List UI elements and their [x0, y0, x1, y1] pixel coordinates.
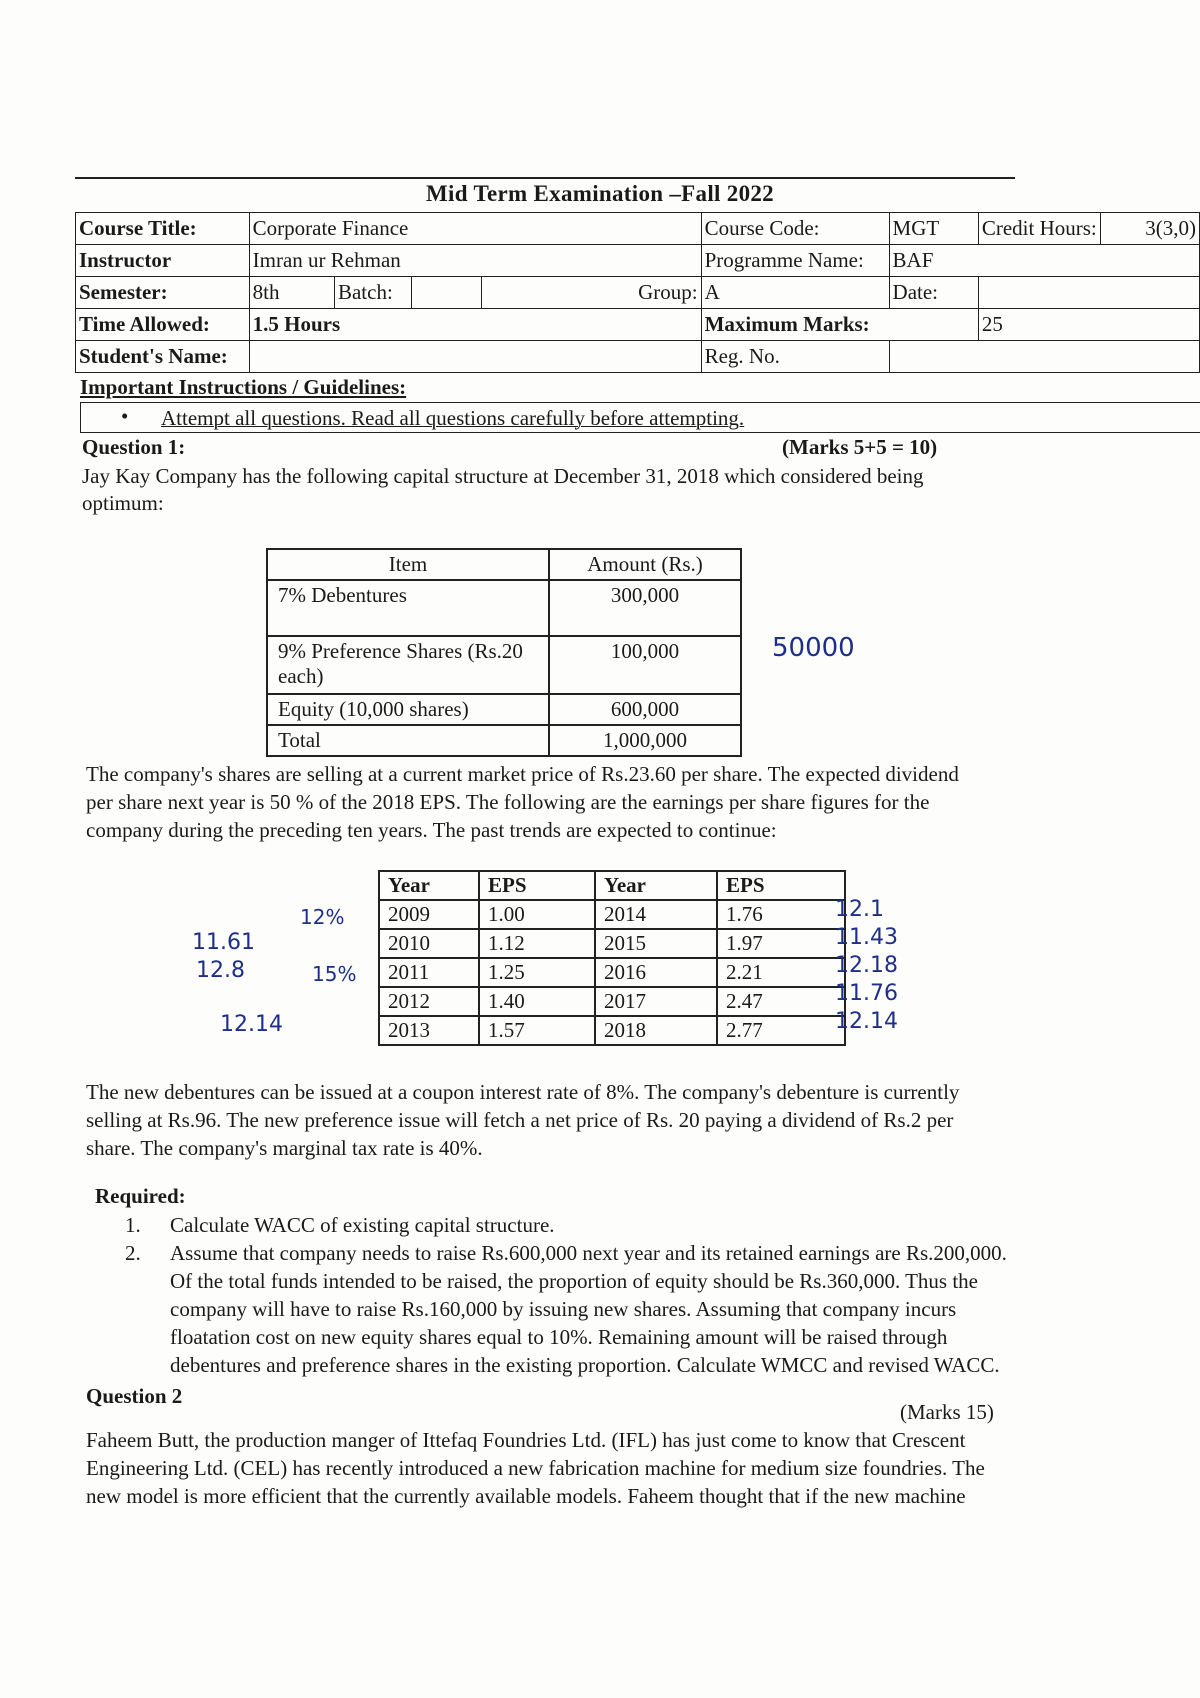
programme-label: Programme Name:: [701, 245, 889, 277]
reg-no-label: Reg. No.: [701, 341, 889, 373]
question-1-para2-line-3: company during the preceding ten years. The past trends are expected to continue:: [86, 818, 777, 842]
question-1-para3-line-2: selling at Rs.96. The new preference issue will fetch a net price of Rs. 20 paying a dividend of Rs.2 per: [86, 1108, 954, 1132]
table-row: [267, 694, 741, 725]
course-title-label: Course Title:: [76, 213, 250, 245]
student-name-label: Student's Name:: [76, 341, 250, 373]
eps-cell: 2015: [595, 929, 717, 958]
maximum-marks-label: Maximum Marks:: [701, 309, 978, 341]
handwritten-note: 12.1: [835, 897, 884, 922]
question-1-para3-line-1: The new debentures can be issued at a coupon interest rate of 8%. The company's debenture is currently: [86, 1080, 960, 1104]
eps-cell: 2.77: [717, 1016, 845, 1045]
instructions-box: [80, 402, 1200, 433]
question-1-para3-line-3: share. The company's marginal tax rate is 40%.: [86, 1136, 483, 1160]
semester-value: 8th: [249, 277, 334, 309]
handwritten-note: 12.14: [835, 1009, 898, 1034]
eps-table: [378, 870, 846, 1046]
exam-header-table: [75, 212, 1200, 373]
eps-cell: 1.00: [479, 900, 595, 929]
handwritten-note: 11.61: [192, 930, 255, 955]
eps-cell: 2014: [595, 900, 717, 929]
semester-label: Semester:: [76, 277, 250, 309]
eps-cell: 2.21: [717, 958, 845, 987]
capital-header-amount: Amount (Rs.): [549, 549, 741, 580]
instructor-label: Instructor: [76, 245, 250, 277]
eps-cell: 2.47: [717, 987, 845, 1016]
eps-header-eps: EPS: [717, 871, 845, 900]
eps-cell: 1.25: [479, 958, 595, 987]
credit-hours-value: 3(3,0): [1100, 213, 1199, 245]
eps-cell: 2013: [379, 1016, 479, 1045]
instructions-bullet: •: [121, 404, 129, 428]
table-row: [267, 580, 741, 636]
required-2-line-3: company will have to raise Rs.160,000 by issuing new shares. Assuming that company incurs: [170, 1297, 957, 1321]
instructor-value: Imran ur Rehman: [249, 245, 701, 277]
capital-row-item: 7% Debentures: [267, 580, 549, 636]
eps-cell: 2009: [379, 900, 479, 929]
course-code-value: MGT: [889, 213, 978, 245]
eps-header-year: Year: [595, 871, 717, 900]
capital-row-item: Equity (10,000 shares): [267, 694, 549, 725]
eps-cell: 2016: [595, 958, 717, 987]
required-2-line-1: Assume that company needs to raise Rs.600,000 next year and its retained earnings are Rs.200,000.: [170, 1241, 1007, 1265]
required-2-line-4: floatation cost on new equity shares equal to 10%. Remaining amount will be raised through: [170, 1325, 948, 1349]
exam-title: Mid Term Examination –Fall 2022: [426, 181, 774, 206]
handwritten-note: 11.43: [835, 925, 898, 950]
capital-header-item: Item: [267, 549, 549, 580]
handwritten-note: 12.18: [835, 953, 898, 978]
table-row: [379, 958, 845, 987]
eps-header-eps: EPS: [479, 871, 595, 900]
table-row: [379, 987, 845, 1016]
handwritten-note: 11.76: [835, 981, 898, 1006]
question-1-heading: Question 1:: [82, 435, 186, 459]
table-row: [267, 549, 741, 580]
eps-cell: 2017: [595, 987, 717, 1016]
time-allowed-label: Time Allowed:: [76, 309, 250, 341]
required-2-line-2: Of the total funds intended to be raised, the proportion of equity should be Rs.360,000. Thus the: [170, 1269, 978, 1293]
required-2-number: 2.: [125, 1241, 141, 1265]
handwritten-note: 15%: [312, 962, 357, 986]
question-1-para2-line-1: The company's shares are selling at a current market price of Rs.23.60 per share. The expected dividend: [86, 762, 959, 786]
course-title-value: Corporate Finance: [249, 213, 701, 245]
batch-value: [412, 277, 482, 309]
table-row: [379, 900, 845, 929]
instructions-heading: Important Instructions / Guidelines:: [80, 375, 407, 399]
top-rule: [75, 177, 1015, 179]
handwritten-note: 12%: [300, 905, 345, 929]
required-1-text: Calculate WACC of existing capital structure.: [170, 1213, 555, 1237]
table-row: [267, 636, 741, 694]
table-row: [379, 871, 845, 900]
eps-cell: 1.76: [717, 900, 845, 929]
group-label: Group:: [482, 277, 701, 309]
capital-structure-table: [266, 548, 742, 757]
table-row: [379, 929, 845, 958]
eps-cell: 2011: [379, 958, 479, 987]
question-1-para2-line-2: per share next year is 50 % of the 2018 EPS. The following are the earnings per share figures for the: [86, 790, 930, 814]
question-2-heading: Question 2: [86, 1384, 183, 1408]
eps-cell: 1.40: [479, 987, 595, 1016]
capital-row-item: 9% Preference Shares (Rs.20 each): [267, 636, 549, 694]
handwritten-note-preference: 50000: [772, 633, 855, 663]
course-code-label: Course Code:: [701, 213, 889, 245]
programme-value: BAF: [889, 245, 1199, 277]
question-2-line-1: Faheem Butt, the production manger of Ittefaq Foundries Ltd. (IFL) has just come to know that Crescent: [86, 1428, 966, 1452]
table-row: [379, 1016, 845, 1045]
required-2-line-5: debentures and preference shares in the existing proportion. Calculate WMCC and revised WACC.: [170, 1353, 1000, 1377]
question-1-marks: (Marks 5+5 = 10): [782, 435, 938, 459]
question-2-line-2: Engineering Ltd. (CEL) has recently introduced a new fabrication machine for medium size foundries. The: [86, 1456, 985, 1480]
table-row: [267, 725, 741, 756]
question-1-intro-line-2: optimum:: [82, 491, 164, 515]
eps-cell: 1.57: [479, 1016, 595, 1045]
capital-row-item: Total: [267, 725, 549, 756]
student-name-value: [249, 341, 701, 373]
question-1-intro-line-1: Jay Kay Company has the following capital structure at December 31, 2018 which considered being: [82, 464, 924, 488]
time-allowed-value: 1.5 Hours: [249, 309, 701, 341]
date-label: Date:: [889, 277, 978, 309]
capital-row-amount: 100,000: [549, 636, 741, 694]
required-1-number: 1.: [125, 1213, 141, 1237]
handwritten-note: 12.14: [220, 1012, 283, 1037]
eps-cell: 2010: [379, 929, 479, 958]
eps-cell: 1.12: [479, 929, 595, 958]
maximum-marks-value: 25: [978, 309, 1199, 341]
eps-cell: 2018: [595, 1016, 717, 1045]
required-label: Required:: [95, 1184, 186, 1208]
handwritten-note: 12.8: [196, 958, 245, 983]
eps-cell: 2012: [379, 987, 479, 1016]
question-2-line-3: new model is more efficient that the currently available models. Faheem thought that if the new machine: [86, 1484, 966, 1508]
instructions-item: Attempt all questions. Read all questions carefully before attempting.: [161, 406, 745, 430]
reg-no-value: [889, 341, 1199, 373]
group-value: A: [701, 277, 889, 309]
capital-row-amount: 600,000: [549, 694, 741, 725]
eps-header-year: Year: [379, 871, 479, 900]
question-2-marks: (Marks 15): [900, 1400, 994, 1424]
date-value: [978, 277, 1199, 309]
eps-cell: 1.97: [717, 929, 845, 958]
batch-label: Batch:: [334, 277, 411, 309]
capital-row-amount: 300,000: [549, 580, 741, 636]
credit-hours-label: Credit Hours:: [978, 213, 1100, 245]
capital-row-amount: 1,000,000: [549, 725, 741, 756]
